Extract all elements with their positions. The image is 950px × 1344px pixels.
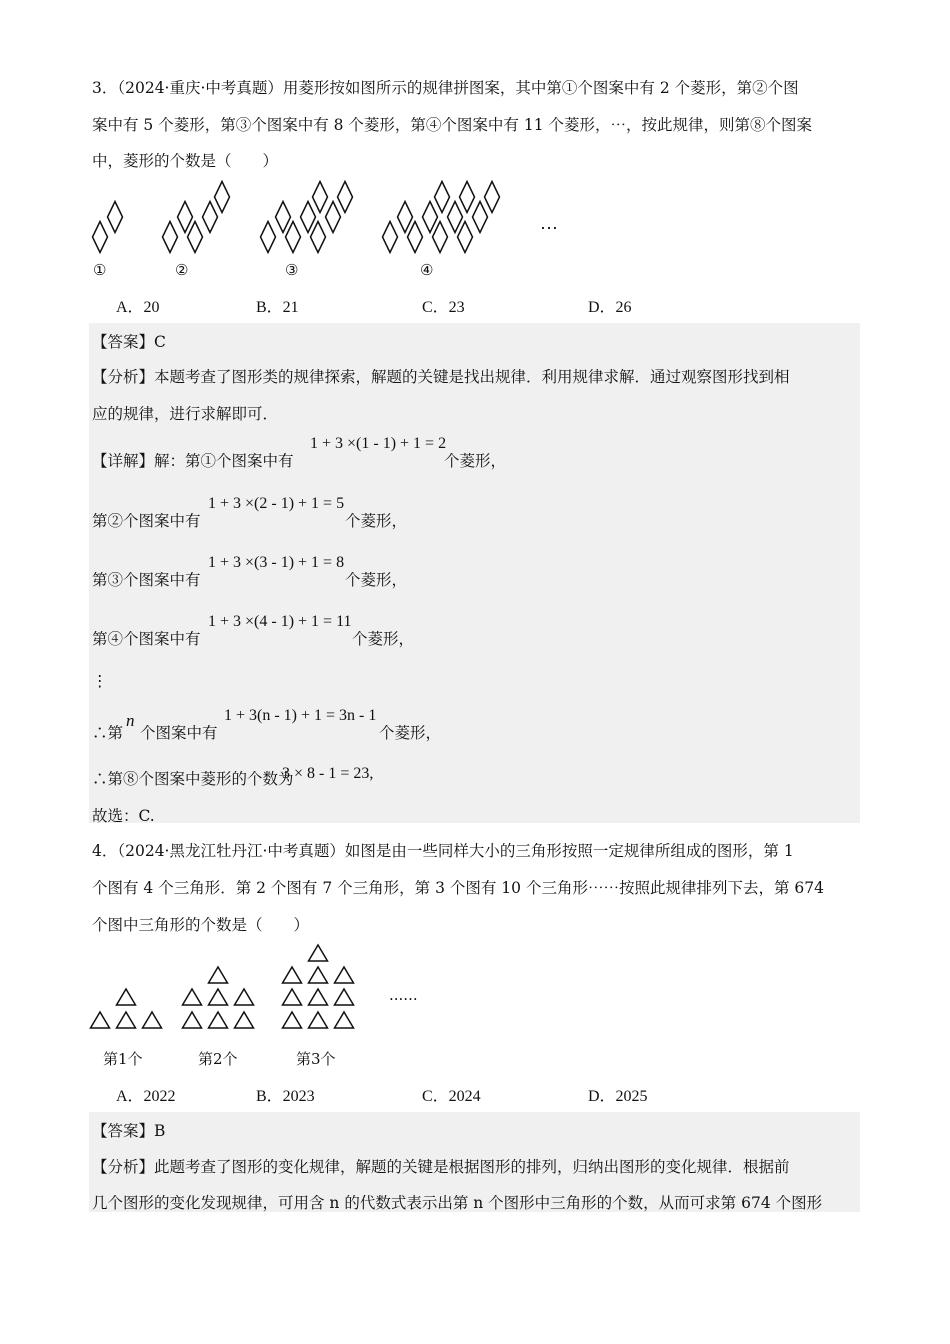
triangle-1 [91, 1012, 110, 1028]
triangle-2 [209, 989, 228, 1005]
q3-formula-2: 1 + 3 ×(2 - 1) + 1 = 5 [208, 495, 345, 512]
q4-figure-label-2: 第2个 [198, 1050, 238, 1068]
q3-option-a: A．20 [116, 299, 160, 316]
q3-general-suffix: 个菱形， [379, 724, 442, 742]
triangle-1 [143, 1012, 162, 1028]
q3-choice: 故选：C. [92, 807, 155, 825]
triangle-2 [183, 989, 202, 1005]
triangle-3 [309, 967, 328, 983]
q3-general-var: n [126, 711, 135, 730]
q3-figure-label-1: ① [93, 261, 107, 279]
triangle-2 [209, 967, 228, 983]
triangle-3 [309, 945, 328, 961]
q3-general-mid: 个图案中有 [140, 724, 218, 742]
q3-detail-suffix: 个菱形， [444, 452, 507, 470]
triangle-1 [117, 989, 136, 1005]
q3-step-3-suffix: 个菱形， [345, 571, 408, 589]
q3-step-4-suffix: 个菱形， [352, 630, 415, 648]
q4-answer: 【答案】B [92, 1122, 166, 1140]
triangle-3 [335, 967, 354, 983]
q4-figure-label-3: 第3个 [296, 1050, 336, 1068]
q4-option-a: A．2022 [116, 1088, 176, 1105]
triangle-2 [235, 989, 254, 1005]
q3-figure-label-4: ④ [420, 261, 434, 279]
q4-stem-line-2: 个图有 4 个三角形．第 2 个图有 7 个三角形，第 3 个图有 10 个三角形⋯⋯按照此规律排列下去，第 674 [92, 879, 824, 897]
triangle-3 [309, 1012, 328, 1028]
q3-option-d: D．26 [588, 299, 632, 316]
q4-option-c: C．2024 [422, 1088, 481, 1105]
q3-formula-4: 1 + 3 ×(4 - 1) + 1 = 11 [208, 613, 352, 630]
q3-general-prefix: ∴第 [92, 724, 124, 742]
q3-step-2-prefix: 第②个图案中有 [92, 512, 201, 530]
q3-figure-ellipsis: ⋯ [540, 218, 558, 239]
q3-figure-label-3: ③ [285, 261, 299, 279]
q3-formula-3: 1 + 3 ×(3 - 1) + 1 = 8 [208, 554, 345, 571]
q3-option-b: B．21 [256, 299, 299, 316]
q3-formula-1: 1 + 3 ×(1 - 1) + 1 = 2 [310, 435, 447, 452]
q4-figure-label-1: 第1个 [103, 1050, 143, 1068]
q4-analysis-line-1: 【分析】此题考查了图形的变化规律，解题的关键是根据图形的排列，归纳出图形的变化规律．根据前 [92, 1158, 790, 1176]
q4-figure-ellipsis: ...... [389, 986, 418, 1004]
q3-general-formula: 1 + 3(n - 1) + 1 = 3n - 1 [224, 707, 377, 724]
q4-option-b: B．2023 [256, 1088, 315, 1105]
q3-answer: 【答案】C [92, 333, 166, 351]
q3-step-2-suffix: 个菱形， [345, 512, 408, 530]
q4-stem-line-1: 4．（2024·黑龙江牡丹江·中考真题）如图是由一些同样大小的三角形按照一定规律所组成的图形，第 1 [92, 842, 794, 860]
q3-result-prefix: ∴第⑧个图案中菱形的个数为 [92, 770, 294, 788]
q3-result-formula: 3 × 8 - 1 = 23, [282, 765, 374, 782]
q4-option-d: D．2025 [588, 1088, 648, 1105]
triangle-2 [209, 1012, 228, 1028]
q3-stem-line-3: 中，菱形的个数是（ ） [92, 152, 279, 170]
q4-analysis-line-2: 几个图形的变化发现规律，可用含 n 的代数式表示出第 n 个图形中三角形的个数，从而可求第 674 个图形 [92, 1194, 823, 1212]
q3-step-3-prefix: 第③个图案中有 [92, 571, 201, 589]
q3-option-c: C．23 [422, 299, 465, 316]
q3-figure-label-2: ② [175, 261, 189, 279]
triangle-1 [117, 1012, 136, 1028]
q3-stem-line-1: 3．（2024·重庆·中考真题）用菱形按如图所示的规律拼图案，其中第①个图案中有 2 个菱形，第②个图 [92, 79, 799, 97]
triangle-2 [235, 1012, 254, 1028]
q3-analysis-line-2: 应的规律，进行求解即可． [92, 405, 279, 423]
q3-vdots: ⋮ [92, 672, 108, 690]
triangle-3 [309, 989, 328, 1005]
triangle-3 [335, 989, 354, 1005]
q3-stem-line-2: 案中有 5 个菱形，第③个图案中有 8 个菱形，第④个图案中有 11 个菱形，⋯，按此规律，则第⑧个图案 [92, 116, 813, 134]
q3-analysis-line-1: 【分析】本题考查了图形类的规律探索，解题的关键是找出规律．利用规律求解．通过观察图形找到相 [92, 368, 790, 386]
triangle-3 [283, 967, 302, 983]
triangle-3 [335, 1012, 354, 1028]
triangle-2 [183, 1012, 202, 1028]
triangle-3 [283, 989, 302, 1005]
q3-step-4-prefix: 第④个图案中有 [92, 630, 201, 648]
q3-detail-prefix: 【详解】解：第①个图案中有 [92, 452, 294, 470]
q4-stem-line-3: 个图中三角形的个数是（ ） [92, 916, 310, 934]
triangle-3 [283, 1012, 302, 1028]
